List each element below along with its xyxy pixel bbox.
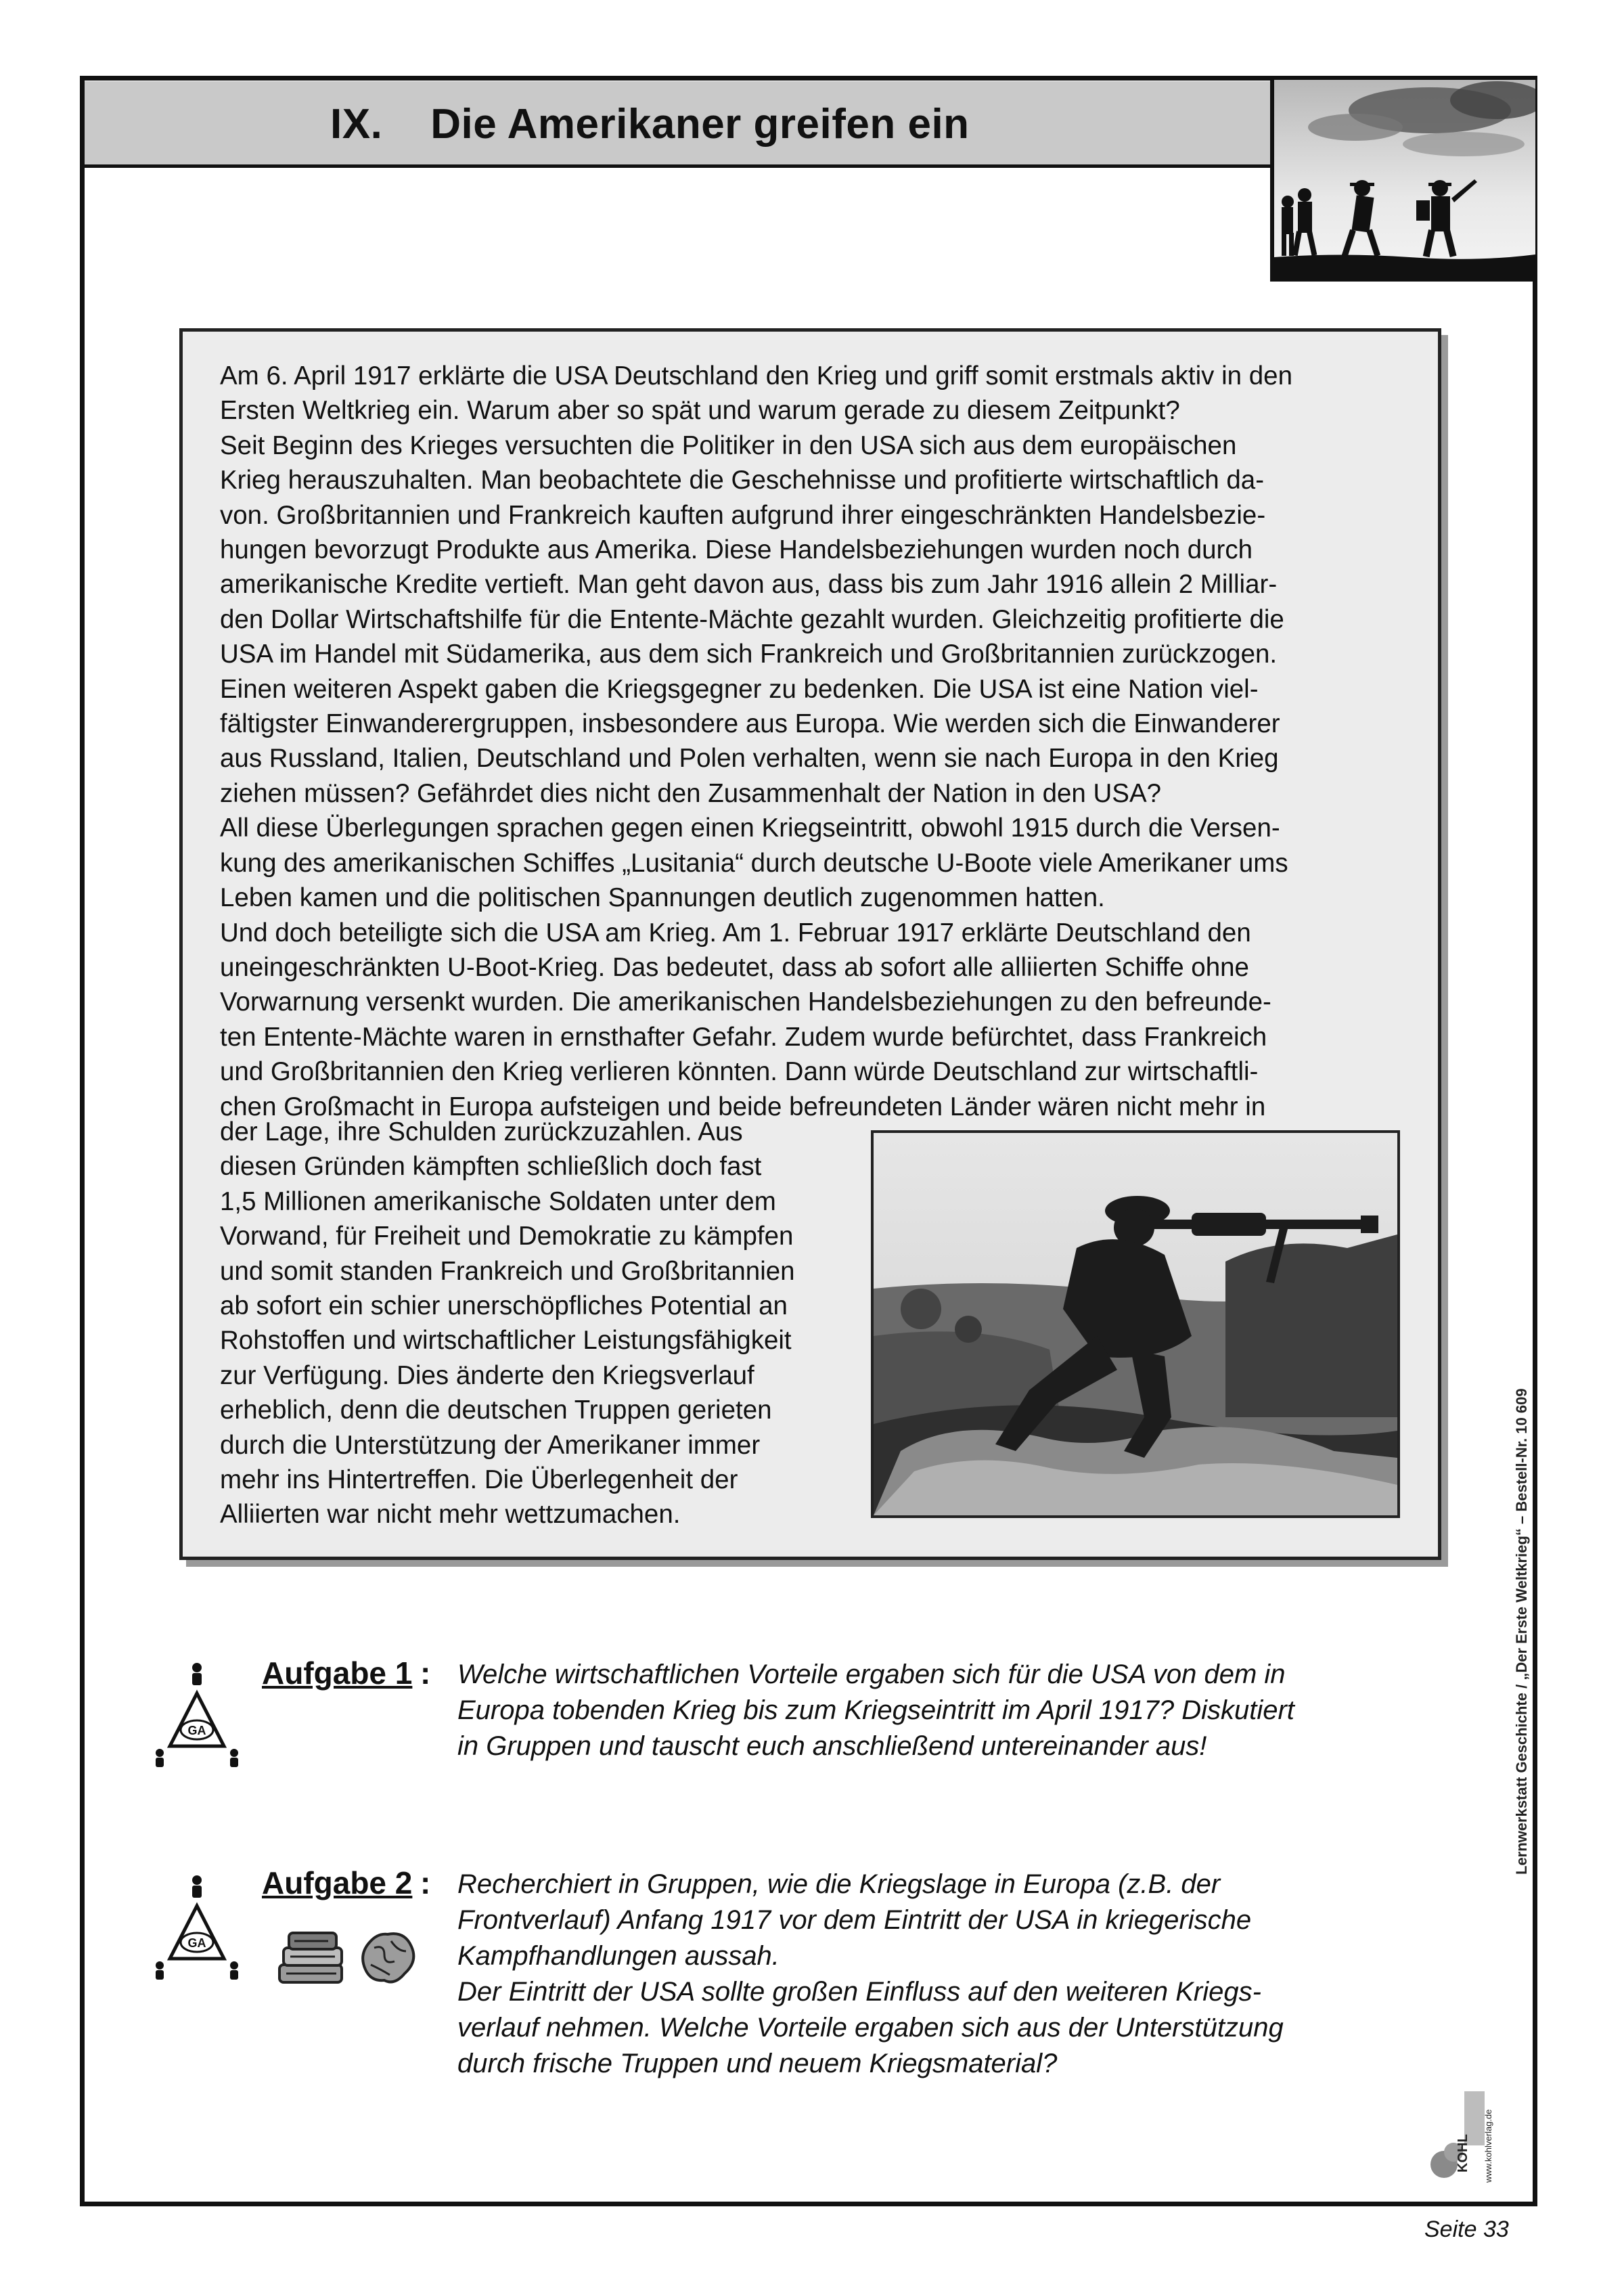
article-text-full (220, 359, 1292, 1124)
text-line: hungen bevorzugt Produkte aus Amerika. Diese Handelsbeziehungen wurden noch durch (220, 535, 1253, 565)
task-line: durch frische Truppen und neuem Kriegsmaterial? (457, 2049, 1058, 2078)
text-line: Alliierten war nicht mehr wettzumachen. (220, 1500, 681, 1530)
task-1-text (457, 1657, 1294, 1764)
text-line: USA im Handel mit Südamerika, aus dem sich Frankreich und Großbritannien zurückzogen. (220, 640, 1278, 669)
books-research-icon (274, 1928, 348, 1988)
text-line: Leben kamen und die politischen Spannungen deutlich zugenommen hatten. (220, 883, 1105, 913)
text-line: fältigster Einwanderergruppen, insbesondere aus Europa. Wie werden sich die Einwanderer (220, 709, 1280, 739)
group-work-label: GA (187, 1724, 206, 1737)
task-2-text (457, 1867, 1284, 2082)
chapter-title: Die Amerikaner greifen ein (430, 101, 970, 148)
text-line: Ersten Weltkrieg ein. Warum aber so spät und warum gerade zu diesem Zeitpunkt? (220, 396, 1180, 426)
text-line: Vorwarnung versenkt wurden. Die amerikanischen Handelsbeziehungen zu den befreunde- (220, 987, 1271, 1017)
text-line: zur Verfügung. Dies änderte den Kriegsverlauf (220, 1360, 754, 1390)
text-line: kung des amerikanischen Schiffes „Lusitania“ durch deutsche U-Boote viele Amerikaner ums (220, 848, 1288, 878)
text-line: Am 6. April 1917 erklärte die USA Deutschland den Krieg und griff somit erstmals aktiv in den (220, 361, 1293, 391)
text-line: Und doch beteiligte sich die USA am Krieg. Am 1. Februar 1917 erklärte Deutschland den (220, 918, 1251, 948)
task-line: Europa tobenden Krieg bis zum Kriegseintritt im April 1917? Diskutiert (457, 1695, 1294, 1725)
task-line: Frontverlauf) Anfang 1917 vor dem Eintritt der USA in kriegerische (457, 1905, 1252, 1935)
task-line: Der Eintritt der USA sollte großen Einfluss auf den weiteren Kriegs- (457, 1977, 1261, 2007)
task-1-colon: : (420, 1655, 431, 1691)
text-line: Seit Beginn des Krieges versuchten die Politiker in den USA sich aus dem europäischen (220, 430, 1237, 460)
text-line: mehr ins Hintertreffen. Die Überlegenheit der (220, 1465, 738, 1495)
task-line: in Gruppen und tauscht euch anschließend untereinander aus! (457, 1731, 1207, 1761)
page-title (330, 100, 970, 148)
text-line: diesen Gründen kämpften schließlich doch fast (220, 1152, 762, 1182)
text-line: den Dollar Wirtschaftshilfe für die Entente-Mächte gezahlt wurden. Gleichzeitig profitierte die (220, 604, 1284, 634)
publisher-logo (1429, 2051, 1531, 2186)
text-line: und Großbritannien den Krieg verlieren könnten. Dann würde Deutschland zur wirtschaftli- (220, 1057, 1259, 1087)
header-photo-soldiers-silhouette (1270, 80, 1535, 282)
text-line: Rohstoffen und wirtschaftlicher Leistungsfähigkeit (220, 1326, 792, 1356)
text-line: Einen weiteren Aspekt gaben die Kriegsgegner zu bedenken. Die USA ist eine Nation viel- (220, 674, 1259, 704)
task-line: verlauf nehmen. Welche Vorteile ergaben sich aus der Unterstützung (457, 2013, 1284, 2043)
brain-icon (357, 1928, 418, 1988)
group-work-label: GA (187, 1936, 206, 1950)
text-line: Vorwand, für Freiheit und Demokratie zu kämpfen (220, 1222, 794, 1251)
task-line: Recherchiert in Gruppen, wie die Kriegslage in Europa (z.B. der (457, 1869, 1221, 1899)
task-line: Kampfhandlungen aussah. (457, 1941, 780, 1971)
text-line: chen Großmacht in Europa aufsteigen und beide befreundeten Länder wären nicht mehr in (220, 1092, 1266, 1121)
text-line: uneingeschränkten U-Boot-Krieg. Das bedeutet, dass ab sofort alle alliierten Schiffe ohne (220, 952, 1249, 982)
page-number: Seite 33 (1424, 2216, 1509, 2242)
group-work-icon (153, 1872, 241, 1980)
text-line: amerikanische Kredite vertieft. Man geht davon aus, dass bis zum Jahr 1916 allein 2 Milliar- (220, 570, 1278, 600)
group-work-icon (153, 1659, 241, 1768)
text-line: aus Russland, Italien, Deutschland und Polen verhalten, wenn sie nach Europa in den Krieg (220, 744, 1279, 774)
text-line: 1,5 Millionen amerikanische Soldaten unter dem (220, 1186, 776, 1216)
text-line: All diese Überlegungen sprachen gegen einen Kriegseintritt, obwohl 1915 durch die Versen- (220, 814, 1280, 843)
text-line: ziehen müssen? Gefährdet dies nicht den Zusammenhalt der Nation in den USA? (220, 778, 1162, 808)
chapter-number: IX. (330, 101, 383, 148)
side-publication-info: Lernwerkstatt Geschichte / „Der Erste Weltkrieg“ – Bestell-Nr. 10 609 (1513, 1388, 1530, 1875)
task-2-colon: : (420, 1865, 431, 1900)
task-2-label: Aufgabe 2 (262, 1865, 413, 1900)
publisher-url: www.kohlverlag.de (1483, 2109, 1493, 2183)
text-line: durch die Unterstützung der Amerikaner immer (220, 1430, 761, 1460)
text-line: ten Entente-Mächte waren in ernsthafter Gefahr. Zudem wurde befürchtet, dass Frankreich (220, 1022, 1267, 1052)
text-line: der Lage, ihre Schulden zurückzuzahlen. Aus (220, 1117, 743, 1146)
publisher-name: KOHL (1456, 2134, 1470, 2173)
text-line: und somit standen Frankreich und Großbritannien (220, 1256, 795, 1286)
task-line: Welche wirtschaftlichen Vorteile ergaben sich für die USA von dem in (457, 1659, 1286, 1689)
text-line: erheblich, denn die deutschen Truppen gerieten (220, 1396, 772, 1425)
task-1-label: Aufgabe 1 (262, 1655, 413, 1691)
article-text-narrow (220, 1115, 795, 1532)
text-line: Krieg herauszuhalten. Man beobachtete die Geschehnisse und profitierte wirtschaftlich da- (220, 466, 1265, 495)
text-line: ab sofort ein schier unerschöpfliches Potential an (220, 1291, 788, 1321)
text-line: von. Großbritannien und Frankreich kauften aufgrund ihrer eingeschränkten Handelsbezie- (220, 500, 1266, 530)
photo-soldier-machine-gun (871, 1130, 1400, 1518)
